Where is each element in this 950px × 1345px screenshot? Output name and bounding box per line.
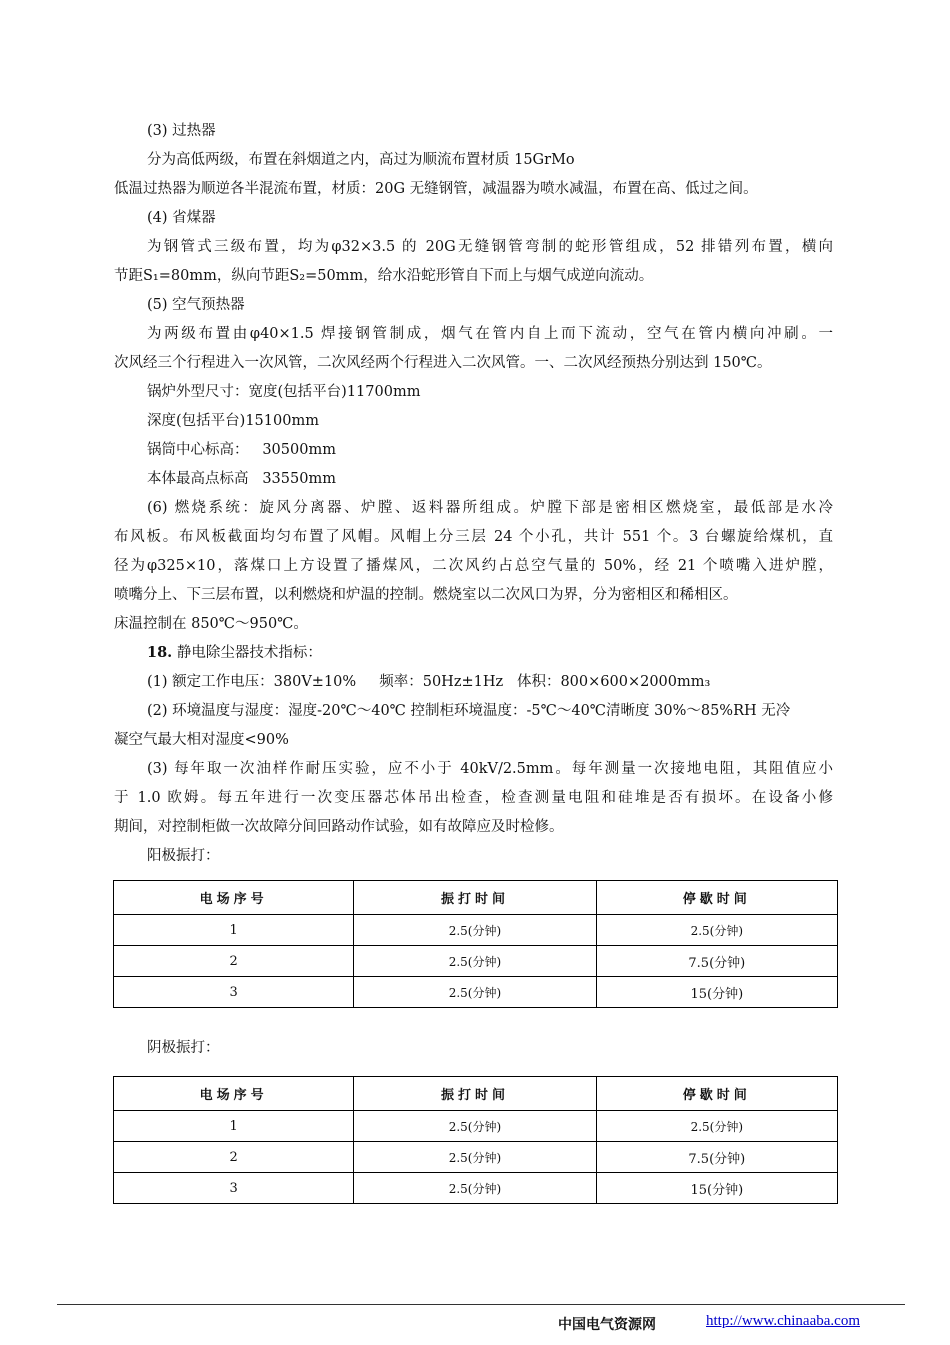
heading-air-preheater: (5) 空气预热器 xyxy=(147,297,245,313)
cell-field: 2 xyxy=(114,946,354,977)
footer-brand-name: 中国电气资源网 xyxy=(558,1317,656,1333)
table-row xyxy=(114,946,838,977)
drum-center-elevation: 锅筒中心标高： 30500mm xyxy=(147,442,336,458)
paragraph-combustion-line1: (6) 燃烧系统：旋风分离器、炉膛、返料器所组成。炉膛下部是密相区燃烧室，最低部是水冷 xyxy=(147,500,833,516)
spec-environment-line2: 凝空气最大相对湿度<90% xyxy=(114,732,289,748)
cell-field: 3 xyxy=(114,1173,354,1204)
cell-rapping: 2.5(分钟) xyxy=(354,977,596,1008)
table-header-row xyxy=(114,1077,838,1111)
cell-pause: 15(分钟) xyxy=(596,1173,837,1204)
table-row xyxy=(114,977,838,1008)
paragraph-superheater-1: 分为高低两级，布置在斜烟道之内，高过为顺流布置材质 15GrMo xyxy=(147,152,575,168)
table-row xyxy=(114,1173,838,1204)
footer-divider xyxy=(57,1304,905,1305)
cell-pause: 2.5(分钟) xyxy=(596,1111,837,1142)
cell-pause: 15(分钟) xyxy=(596,977,837,1008)
header-rapping-time: 振打时间 xyxy=(354,881,596,915)
cell-rapping: 2.5(分钟) xyxy=(354,1142,596,1173)
cell-rapping: 2.5(分钟) xyxy=(354,1173,596,1204)
boiler-depth: 深度(包括平台)15100mm xyxy=(147,413,319,429)
paragraph-air-preheater-line1: 为两级布置由φ40×1.5 焊接钢管制成，烟气在管内自上而下流动，空气在管内横向冲刷。一 xyxy=(147,326,833,342)
paragraph-economizer-line2: 节距S₁=80mm，纵向节距S₂=50mm，给水沿蛇形管自下而上与烟气成逆向流动。 xyxy=(114,268,654,284)
cell-rapping: 2.5(分钟) xyxy=(354,946,596,977)
spec-voltage-frequency-volume: (1) 额定工作电压：380V±10% 频率：50Hz±1Hz 体积：800×600×2000mm₃ xyxy=(147,674,711,690)
paragraph-combustion-line2: 布风板。布风板截面均匀布置了风帽。风帽上分三层 24 个小孔，共计 551 个。3 台螺旋给煤机，直 xyxy=(114,529,833,545)
cell-field: 1 xyxy=(114,915,354,946)
spec-maintenance-line3: 期间，对控制柜做一次故障分间回路动作试验，如有故障应及时检修。 xyxy=(114,819,564,835)
spec-maintenance-line2: 于 1.0 欧姆。每五年进行一次变压器芯体吊出检查，检查测量电阻和硅堆是否有损坏。在设备小修 xyxy=(114,790,833,806)
header-pause-time: 停歇时间 xyxy=(596,881,837,915)
paragraph-air-preheater-line2: 次风经三个行程进入一次风管，二次风经两个行程进入二次风管。一、二次风经预热分别达到 150℃。 xyxy=(114,355,772,371)
table-row xyxy=(114,915,838,946)
heading-superheater: (3) 过热器 xyxy=(147,123,216,139)
section-number: 18. xyxy=(147,644,173,661)
cell-pause: 7.5(分钟) xyxy=(596,1142,837,1173)
paragraph-economizer-line1: 为钢管式三级布置，均为φ32×3.5 的 20G无缝钢管弯制的蛇形管组成，52 排错列布置，横向 xyxy=(147,239,833,255)
anode-rapping-table xyxy=(113,880,838,1008)
paragraph-combustion-line4: 喷嘴分上、下三层布置，以利燃烧和炉温的控制。燃烧室以二次风口为界，分为密相区和稀相区。 xyxy=(114,587,738,603)
cell-pause: 2.5(分钟) xyxy=(596,915,837,946)
table-row xyxy=(114,1142,838,1173)
header-rapping-time: 振打时间 xyxy=(354,1077,596,1111)
header-pause-time: 停歇时间 xyxy=(596,1077,837,1111)
boiler-width: 锅炉外型尺寸：宽度(包括平台)11700mm xyxy=(147,384,421,400)
paragraph-combustion-line5: 床温控制在 850℃～950℃。 xyxy=(114,616,308,632)
table-row xyxy=(114,1111,838,1142)
cell-pause: 7.5(分钟) xyxy=(596,946,837,977)
spec-environment-line1: (2) 环境温度与湿度：湿度-20℃～40℃ 控制柜环境温度：-5℃～40℃清晰度 30%～85%RH 无冷 xyxy=(147,703,791,719)
cell-rapping: 2.5(分钟) xyxy=(354,1111,596,1142)
cathode-rapping-title: 阴极振打： xyxy=(147,1040,220,1056)
header-field-number: 电场序号 xyxy=(114,881,354,915)
table-header-row xyxy=(114,881,838,915)
heading-economizer: (4) 省煤器 xyxy=(147,210,216,226)
anode-rapping-title: 阳极振打： xyxy=(147,848,220,864)
paragraph-superheater-2: 低温过热器为顺逆各半混流布置，材质：20G 无缝钢管，减温器为喷水减温，布置在高、低过之间。 xyxy=(114,181,758,197)
cell-field: 1 xyxy=(114,1111,354,1142)
cell-field: 2 xyxy=(114,1142,354,1173)
header-field-number: 电场序号 xyxy=(114,1077,354,1111)
cell-rapping: 2.5(分钟) xyxy=(354,915,596,946)
cathode-rapping-table xyxy=(113,1076,838,1204)
section-18-heading xyxy=(147,643,322,663)
spec-maintenance-line1: (3) 每年取一次油样作耐压实验，应不小于 40kV/2.5mm。每年测量一次接地电阻，其阻值应小 xyxy=(147,761,833,777)
footer-website-link[interactable]: http://www.chinaaba.com xyxy=(706,1313,860,1329)
cell-field: 3 xyxy=(114,977,354,1008)
paragraph-combustion-line3: 径为φ325×10，落煤口上方设置了播煤风，二次风约占总空气量的 50%，经 21 个喷嘴入进炉膛， xyxy=(114,558,833,574)
highest-point-elevation: 本体最高点标高 33550mm xyxy=(147,471,336,487)
section-title: 静电除尘器技术指标： xyxy=(172,645,322,661)
